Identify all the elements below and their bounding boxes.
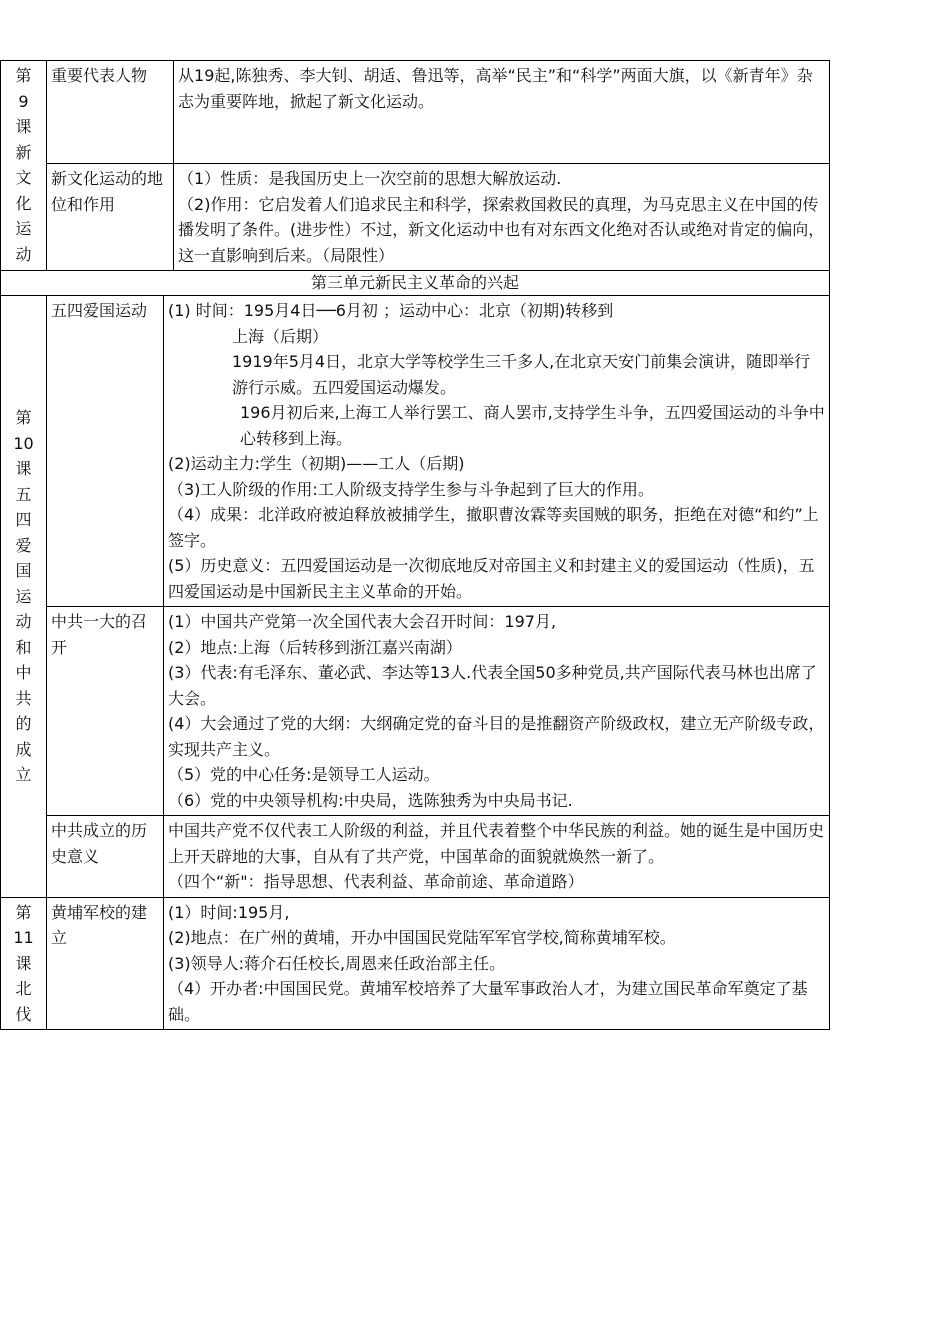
unit-title: 第三单元新民主义革命的兴起 (1, 271, 830, 296)
lesson11-content-whampoa: (1）时间:195月, (2)地点：在广州的黄埔，开办中国国民党陆军军官学校,简称黄埔军校。 (3)领导人:蒋介石任校长,周恩来任政治部主任。 （4）开办者:中国国民党。黄埔军校培养了大量军事政治人才，为建立国民革命军奠定了基础。 (164, 897, 830, 1030)
lesson10-content-first-congress: (1）中国共产党第一次全国代表大会召开时间：197月, (2）地点:上海（后转移到浙江嘉兴南湖） (3）代表:有毛泽东、董必武、李达等13人.代表全国50多种党员,共产国际代表马林也出席了大会。 (4）大会通过了党的大纲：大纲确定党的奋斗目的是推翻资产阶级政权，建立无产阶级专政，实现共产主义。 （5）党的中心任务:是领导工人运动。 （6）党的中央领导机构:中央局，选陈独秀为中央局书记. (164, 607, 830, 816)
lesson9-content-representatives: 从19起,陈独秀、李大钊、胡适、鲁迅等，高举“民主”和“科学”两面大旗，以《新青年》杂志为重要阵地，掀起了新文化运动。 (174, 61, 830, 164)
lesson9-function: （2)作用：它启发着人们追求民主和科学，探索救国救民的真理，为马克思主义在中国的传播发明了条件。(进步性）不过，新文化运动中也有对东西文化绝对否认或绝对肯定的偏向，这一直影响到后来。（局限性） (178, 194, 825, 265)
lesson9-topic-significance: 新文化运动的地位和作用 (47, 164, 174, 271)
lesson10-content-founding-significance: 中国共产党不仅代表工人阶级的利益，并且代表着整个中华民族的利益。她的诞生是中国历史上开天辟地的大事，自从有了共产党，中国革命的面貌就焕然一新了。 （四个“新"：指导思想、代表利益、革命前途、革命道路） (164, 816, 830, 898)
lesson9-nature: （1）性质：是我国历史上一次空前的思想大解放运动. (178, 169, 562, 188)
lesson10-topic-first-congress: 中共一大的召开 (47, 607, 164, 816)
history-notes-table (0, 60, 830, 1030)
lesson11-row-1 (1, 897, 830, 1030)
lesson9-content-significance (174, 164, 830, 271)
lesson10-title: 第 10 课 五 四 爱 国 运 动 和 中 共 的 成 立 (1, 296, 47, 898)
unit-title-row (1, 271, 830, 296)
lesson11-title: 第 11 课 北 伐 (1, 897, 47, 1030)
lesson9-row-2 (1, 164, 830, 271)
lesson10-row-3 (1, 816, 830, 898)
lesson10-content-may-fourth: (1) 时间：195月4日──6月初 ；运动中心：北京（初期)转移到 上海（后期） 1919年5月4日，北京大学等校学生三千多人,在北京天安门前集会演讲，随即举行游行示威。五四爱国运动爆发。 196月初后来,上海工人举行罢工、商人罢市,支持学生斗争，五四爱国运动的斗争中心转移到上海。 (2)运动主力:学生（初期)——工人（后期) （3)工人阶级的作用:工人阶级支持学生参与斗争起到了巨大的作用。 （4）成果：北洋政府被迫释放被捕学生，撤职曹汝霖等卖国贼的职务，拒绝在对德“和约”上签字。 (5）历史意义：五四爱国运动是一次彻底地反对帝国主义和封建主义的爱国运动（性质)，五四爱国运动是中国新民主主义革命的开始。 (164, 296, 830, 607)
lesson10-row-1 (1, 296, 830, 607)
lesson9-row-1 (1, 61, 830, 164)
lesson9-topic-representatives: 重要代表人物 (47, 61, 174, 164)
lesson9-title: 第 9 课 新 文 化 运 动 (1, 61, 47, 271)
lesson10-row-2 (1, 607, 830, 816)
lesson11-topic-whampoa: 黄埔军校的建立 (47, 897, 164, 1030)
lesson10-topic-founding-significance: 中共成立的历史意义 (47, 816, 164, 898)
lesson10-topic-may-fourth: 五四爱国运动 (47, 296, 164, 607)
